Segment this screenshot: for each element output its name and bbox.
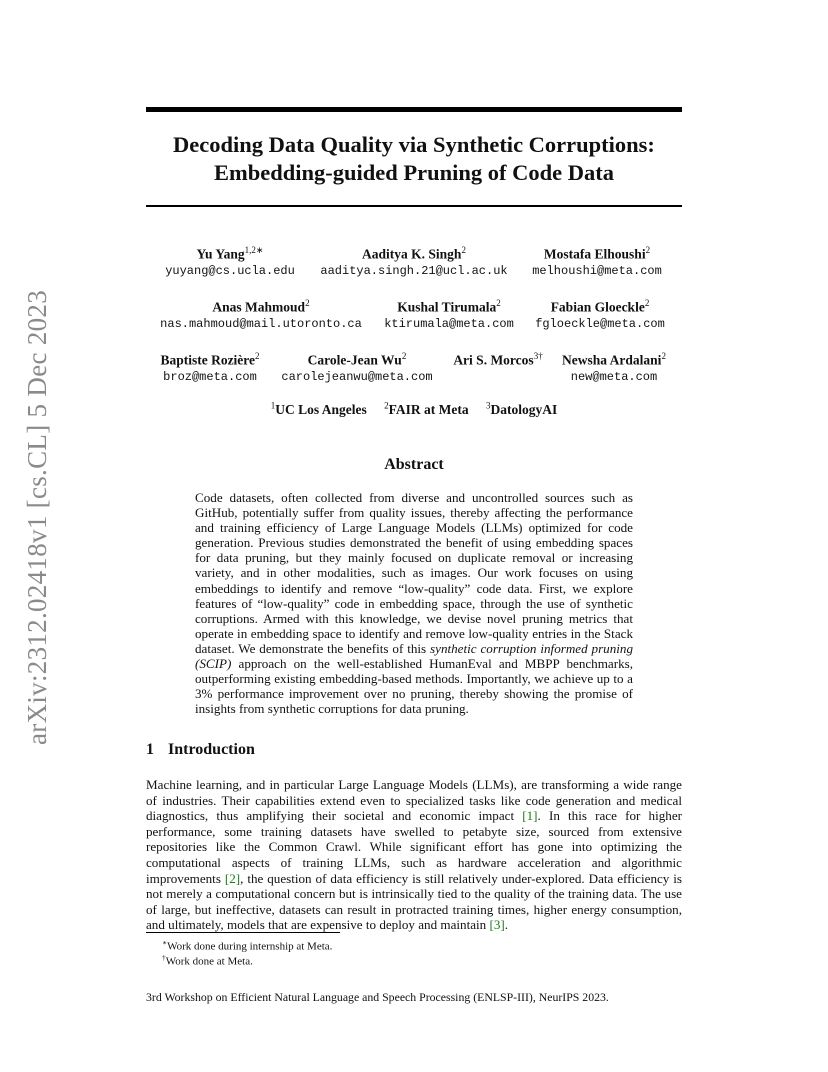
author-mostafa-elhoushi: Mostafa Elhoushi$^2$ melhoushi@meta.com (532, 245, 662, 278)
footnote-1: ∗Work done during internship at Meta. (162, 938, 333, 953)
title-line-2: Embedding-guided Pruning of Code Data (213, 160, 615, 185)
author-ari-morcos: Ari S. Morcos$^{3\dagger}$ (453, 351, 543, 368)
affiliations (146, 400, 682, 418)
author-email: aaditya.singh.21@ucl.ac.uk (320, 263, 508, 278)
author-email: ktirumala@meta.com (384, 316, 514, 331)
citation-link[interactable]: [3] (489, 917, 505, 933)
arxiv-identifier: arXiv:2312.02418v1 [cs.CL] 5 Dec 2023 (22, 289, 52, 745)
author-carole-jean-wu: Carole-Jean Wu$^2$ carolejeanwu@meta.com (281, 351, 433, 384)
citation-link[interactable]: [1] (522, 808, 538, 824)
author-kushal-tirumala: Kushal Tirumala$^2$ ktirumala@meta.com (384, 298, 514, 331)
author-email: nas.mahmoud@mail.utoronto.ca (160, 316, 362, 331)
abstract-italic: synthetic corruption informed pruning (SCIP) (195, 640, 634, 672)
footnote-2: †Work done at Meta. (162, 953, 253, 968)
affiliation-1: $^1$UC Los Angeles (270, 400, 367, 417)
author-email: fgloeckle@meta.com (535, 316, 665, 331)
author-email: melhoushi@meta.com (532, 263, 662, 278)
title-line-1: Decoding Data Quality via Synthetic Corruptions: (173, 132, 655, 157)
author-anas-mahmoud: Anas Mahmoud$^2$ nas.mahmoud@mail.utoronto.ca (160, 298, 362, 331)
footnote-rule (146, 932, 340, 933)
venue-footer: 3rd Workshop on Efficient Natural Language and Speech Processing (ENLSP-III), NeurIPS 2023. (146, 990, 609, 1004)
author-fabian-gloeckle: Fabian Gloeckle$^2$ fgloeckle@meta.com (535, 298, 665, 331)
section-heading-introduction: 1 Introduction (146, 741, 255, 758)
affiliation-2: $^2$FAIR at Meta (384, 400, 469, 417)
abstract-text: Code datasets, often collected from diverse and uncontrolled sources such as GitHub, potentially suffer from quality issues, thereby affecting the performance and training efficiency of Large Language Models (LLMs) optimized for code generation. Previous studies demonstrated the benefit of using embedding spaces for data pruning, but they mainly focused on duplicate removal or increasing variety, and in other modalities, such as images. Our work focuses on using embeddings to identify and remove “low-quality” code data. First, we explore features of “low-quality” code in embedding space, through the use of synthetic corruptions. Armed with this knowledge, we devise novel pruning metrics that operate in embedding space to identify and remove low-quality entries in the Stack dataset. We demonstrate the benefits of this synthetic corruption informed pruning (SCIP) approach on the well-established HumanEval and MBPP benchmarks, outperforming existing embedding-based methods. Importantly, we achieve up to a 3% performance improvement over no pruning, thereby showing the promise of insights from synthetic corruptions for data pruning. (195, 490, 634, 717)
author-newsha-ardalani: Newsha Ardalani$^2$ new@meta.com (562, 351, 666, 384)
abstract-heading: Abstract (384, 456, 444, 473)
introduction-paragraph: Machine learning, and in particular Large Language Models (LLMs), are transforming a wide range of industries. Their capabilities extend even to specialized tasks like code generation and medical diagnostics, thus amplifying their societal and economic impact [1]. In this race for higher performance, some training datasets have swelled to petabyte size, sourced from extensive repositories like the Common Crawl. While significant effort has gone into optimizing the computational aspects of training LLMs, such as hardware acceleration and algorithmic improvements [2], the question of data efficiency is still relatively under-explored. Data efficiency is not merely a computational concern but is intrinsically tied to the quality of the training data. The use of large, but ineffective, datasets can result in protracted training times, higher energy consumption, and ultimately, models that are expensive to deploy and maintain [3]. (146, 777, 682, 933)
author-email: carolejeanwu@meta.com (281, 369, 433, 384)
title-bottom-rule (146, 205, 682, 207)
author-email: yuyang@cs.ucla.edu (165, 263, 295, 278)
title-top-rule (146, 107, 682, 112)
author-yu-yang: Yu Yang$^{1,2∗}$ yuyang@cs.ucla.edu (165, 245, 295, 278)
citation-link[interactable]: [2] (224, 870, 241, 886)
paper-title (146, 131, 682, 187)
author-aaditya-singh: Aaditya K. Singh$^2$ aaditya.singh.21@ucl.ac.uk (320, 245, 508, 278)
affiliation-3: $^3$DatologyAI (486, 400, 558, 417)
author-email: new@meta.com (570, 369, 658, 384)
author-email: broz@meta.com (163, 369, 257, 384)
author-baptiste-roziere: Baptiste Rozière$^2$ broz@meta.com (160, 351, 260, 384)
